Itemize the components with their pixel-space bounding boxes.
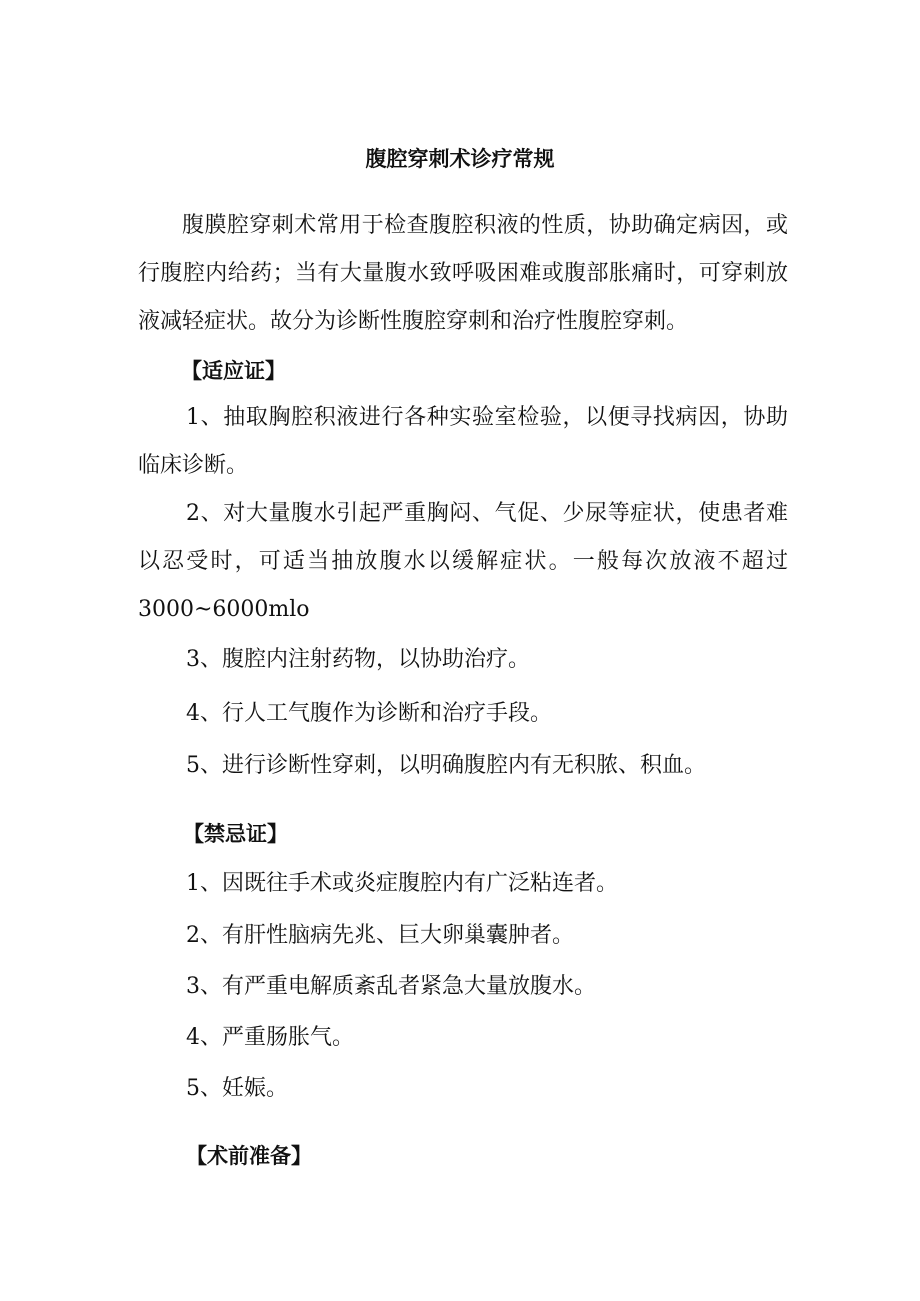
contraindications-heading: 【禁忌证】	[183, 822, 288, 846]
contraindication-item-2: 2、有肝性脑病先兆、巨大卵巢囊肿者。	[186, 923, 574, 948]
indication-item-2: 2、对大量腹水引起严重胸闷、气促、少尿等症状，使患者难以忍受时，可适当抽放腹水以缓解症状。一般每次放液不超过3000~6000mlo	[138, 501, 788, 622]
indication-item-1: 1、抽取胸腔积液进行各种实验室检验，以便寻找病因，协助临床诊断。	[138, 405, 788, 478]
indication-item-4: 4、行人工气腹作为诊断和治疗手段。	[186, 701, 552, 726]
indication-item-5: 5、进行诊断性穿刺，以明确腹腔内有无积脓、积血。	[186, 753, 706, 778]
indication-item-3: 3、腹腔内注射药物，以协助治疗。	[186, 647, 530, 672]
document-title: 腹腔穿刺术诊疗常规	[365, 147, 555, 171]
indications-heading: 【适应证】	[181, 359, 286, 383]
contraindication-item-4: 4、严重肠胀气。	[186, 1025, 354, 1050]
contraindication-item-1: 1、因既往手术或炎症腹腔内有广泛粘连者。	[186, 871, 618, 896]
contraindication-item-3: 3、有严重电解质紊乱者紧急大量放腹水。	[186, 974, 596, 999]
intro-paragraph: 腹膜腔穿刺术常用于检查腹腔积液的性质，协助确定病因，或行腹腔内给药；当有大量腹水致呼吸困难或腹部胀痛时，可穿刺放液减轻症状。故分为诊断性腹腔穿刺和治疗性腹腔穿刺。	[138, 213, 788, 334]
contraindication-item-5: 5、妊娠。	[186, 1076, 288, 1101]
preparation-heading: 【术前准备】	[186, 1144, 312, 1168]
